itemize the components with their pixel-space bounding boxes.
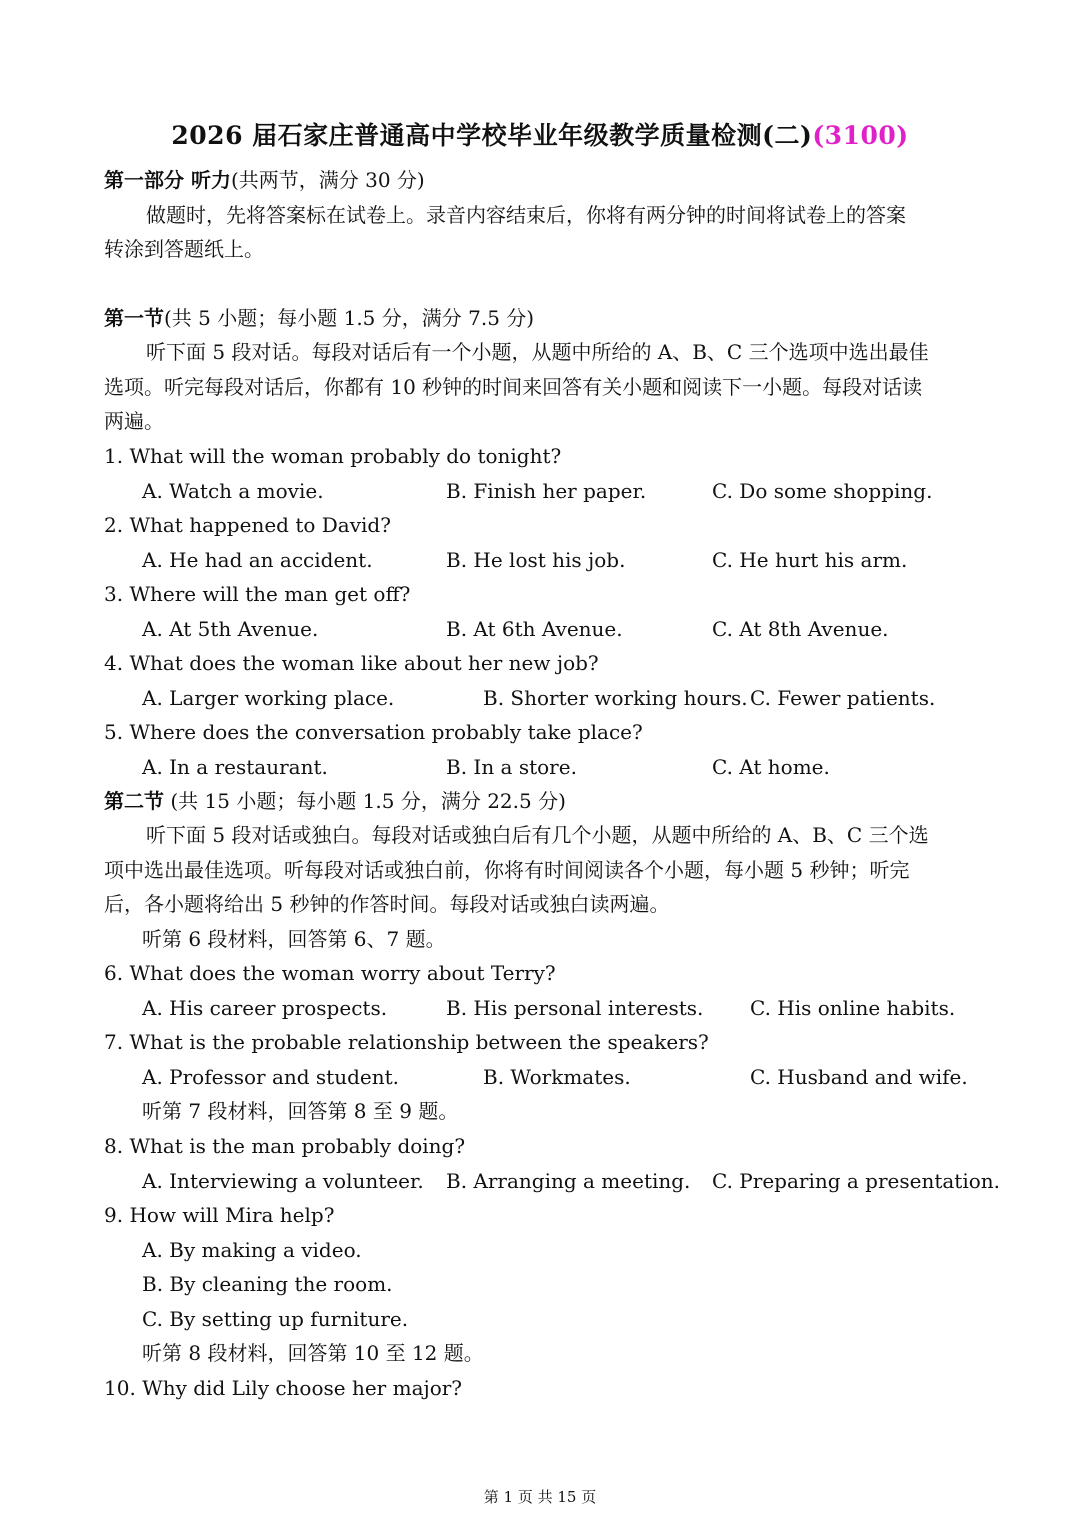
question-6-stem: 6. What does the woman worry about Terry? [104, 961, 556, 985]
question-1-option-a[interactable]: A. Watch a movie. [142, 479, 324, 503]
section1-intro-line2: 选项。听完每段对话后，你都有 10 秒钟的时间来回答有关小题和阅读下一小题。每段对话读 [104, 375, 923, 399]
section2-heading-bold: 第二节 [104, 789, 164, 813]
section1-intro-line1: 听下面 5 段对话。每段对话后有一个小题，从题中所给的 A、B、C 三个选项中选出最佳 [146, 340, 929, 364]
question-7-stem: 7. What is the probable relationship between the speakers? [104, 1030, 709, 1054]
question-2-option-b[interactable]: B. He lost his job. [446, 548, 626, 572]
part1-intro-line1: 做题时，先将答案标在试卷上。录音内容结束后，你将有两分钟的时间将试卷上的答案 [146, 203, 906, 227]
question-7-option-b[interactable]: B. Workmates. [483, 1065, 631, 1089]
question-9-option-b[interactable]: B. By cleaning the room. [142, 1272, 393, 1296]
section2-heading-rest: (共 15 小题；每小题 1.5 分，满分 22.5 分) [164, 789, 566, 813]
section2-intro-line2: 项中选出最佳选项。听每段对话或独白前，你将有时间阅读各个小题，每小题 5 秒钟；听完 [104, 858, 910, 882]
title-main: 2026 届石家庄普通高中学校毕业年级教学质量检测(二) [171, 121, 813, 150]
material-8-note: 听第 8 段材料，回答第 10 至 12 题。 [142, 1341, 484, 1365]
question-4-option-b[interactable]: B. Shorter working hours. [483, 686, 748, 710]
question-7-option-a[interactable]: A. Professor and student. [142, 1065, 400, 1089]
question-5-option-b[interactable]: B. In a store. [446, 755, 577, 779]
part1-heading [104, 170, 425, 190]
question-5-stem: 5. Where does the conversation probably take place? [104, 720, 643, 744]
title-code: (3100) [812, 121, 909, 150]
page-footer: 第 1 页 共 15 页 [483, 1488, 597, 1506]
question-10-stem: 10. Why did Lily choose her major? [104, 1376, 463, 1400]
question-8-option-a[interactable]: A. Interviewing a volunteer. [142, 1169, 424, 1193]
question-5-option-c[interactable]: C. At home. [712, 755, 830, 779]
question-4-option-c[interactable]: C. Fewer patients. [750, 686, 936, 710]
question-6-option-a[interactable]: A. His career prospects. [142, 996, 388, 1020]
question-6-option-c[interactable]: C. His online habits. [750, 996, 956, 1020]
question-8-option-b[interactable]: B. Arranging a meeting. [446, 1169, 691, 1193]
section1-intro-line3: 两遍。 [104, 409, 164, 433]
question-6-option-b[interactable]: B. His personal interests. [446, 996, 704, 1020]
material-7-note: 听第 7 段材料，回答第 8 至 9 题。 [142, 1099, 459, 1123]
question-4-stem: 4. What does the woman like about her new job? [104, 651, 599, 675]
question-3-stem: 3. Where will the man get off? [104, 582, 411, 606]
question-9-option-a[interactable]: A. By making a video. [142, 1238, 362, 1262]
section1-heading-bold: 第一节 [104, 306, 164, 330]
part1-heading-rest: (共两节，满分 30 分) [230, 168, 425, 192]
section2-intro-line1: 听下面 5 段对话或独白。每段对话或独白后有几个小题，从题中所给的 A、B、C 三个选 [146, 823, 929, 847]
question-9-option-c[interactable]: C. By setting up furniture. [142, 1307, 409, 1331]
question-3-option-b[interactable]: B. At 6th Avenue. [446, 617, 623, 641]
question-1-stem: 1. What will the woman probably do tonight? [104, 444, 562, 468]
part1-heading-bold: 第一部分 听力 [104, 168, 231, 192]
question-2-option-a[interactable]: A. He had an accident. [142, 548, 373, 572]
question-2-option-c[interactable]: C. He hurt his arm. [712, 548, 908, 572]
material-6-note: 听第 6 段材料，回答第 6、7 题。 [142, 927, 446, 951]
section1-heading-rest: (共 5 小题；每小题 1.5 分，满分 7.5 分) [164, 306, 535, 330]
question-3-option-a[interactable]: A. At 5th Avenue. [142, 617, 319, 641]
question-3-option-c[interactable]: C. At 8th Avenue. [712, 617, 889, 641]
part1-intro-line2: 转涂到答题纸上。 [104, 237, 264, 261]
question-5-option-a[interactable]: A. In a restaurant. [142, 755, 328, 779]
question-4-option-a[interactable]: A. Larger working place. [142, 686, 395, 710]
question-2-stem: 2. What happened to David? [104, 513, 391, 537]
section2-intro-line3: 后，各小题将给出 5 秒钟的作答时间。每段对话或独白读两遍。 [104, 892, 670, 916]
question-9-stem: 9. How will Mira help? [104, 1203, 335, 1227]
section1-heading [104, 308, 534, 328]
question-7-option-c[interactable]: C. Husband and wife. [750, 1065, 968, 1089]
section2-heading [104, 791, 566, 811]
question-1-option-b[interactable]: B. Finish her paper. [446, 479, 647, 503]
page-title [0, 116, 1080, 152]
question-8-stem: 8. What is the man probably doing? [104, 1134, 466, 1158]
question-1-option-c[interactable]: C. Do some shopping. [712, 479, 933, 503]
question-8-option-c[interactable]: C. Preparing a presentation. [712, 1169, 1001, 1193]
